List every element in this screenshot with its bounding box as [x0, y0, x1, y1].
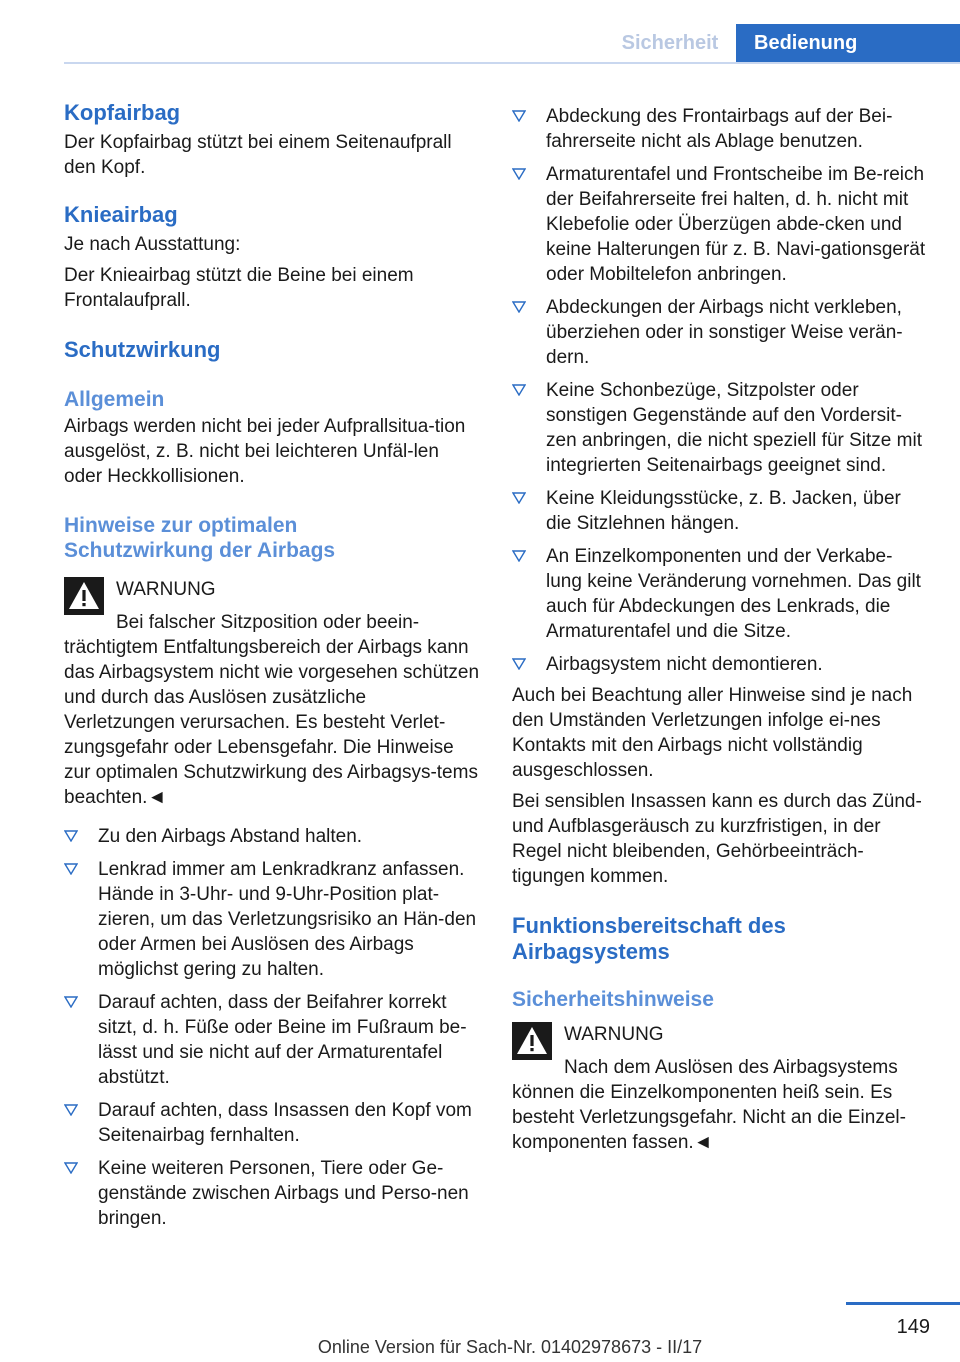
text-paragraph-2: Bei sensiblen Insassen kann es durch das Zünd- und Aufblasgeräusch zu kurzfristigen, in der Regel nicht bleibenden, Gehörbeeinträch‐tigungen kommen.: [512, 791, 922, 887]
list-item-text: Keine weiteren Personen, Tiere oder Ge‐genstände zwischen Airbags und Perso‐nen bringen.: [98, 1158, 469, 1229]
warning-title-right: WARNUNG: [564, 1024, 664, 1045]
warning-box-left: [64, 577, 480, 810]
list-item: [512, 104, 926, 154]
warning-text-right: Nach dem Auslösen des Airbagsystems können die Einzelkomponenten heiß sein. Es besteht Verletzungsgefahr. Nicht an die Einzel‐komponenten fassen.◄: [512, 1057, 906, 1153]
list-right: [512, 104, 926, 677]
bullet-triangle-icon: [512, 301, 526, 313]
bullet-triangle-icon: [512, 384, 526, 396]
list-item-text: Abdeckungen der Airbags nicht verkleben, überziehen oder in sonstiger Weise verän‐dern.: [546, 297, 903, 368]
list-item: [64, 1098, 480, 1148]
heading-hinweise-line-2: Schutzwirkung der Airbags: [64, 539, 336, 562]
list-item: [512, 486, 926, 536]
list-item: [64, 857, 480, 982]
header-divider: [64, 62, 960, 64]
warning-box-right: [512, 1022, 926, 1155]
bullet-triangle-icon: [512, 168, 526, 180]
bullet-triangle-icon: [64, 863, 78, 875]
list-item-text: Zu den Airbags Abstand halten.: [98, 826, 363, 847]
bullet-triangle-icon: [512, 492, 526, 504]
list-item-text: Keine Schonbezüge, Sitzpolster oder sonstigen Gegenstände auf den Vordersit‐zen anbringen, die nicht speziell für Sitze mit integrierten Seitenairbags geeignet sind.: [546, 380, 922, 476]
right-column: [512, 100, 926, 1155]
bullet-triangle-icon: [64, 996, 78, 1008]
heading-schutzwirkung: Schutzwirkung: [64, 337, 221, 362]
list-item: [64, 1156, 480, 1231]
header-tab-bedienung: Bedienung: [736, 24, 960, 62]
text-kopfairbag: Der Kopfairbag stützt bei einem Seitenaufprall den Kopf.: [64, 132, 452, 178]
text-paragraph-1: Auch bei Beachtung aller Hinweise sind je nach den Umständen Verletzungen infolge ei‐nes Kontakts mit den Airbags nicht vollständig ausgeschlossen.: [512, 685, 913, 781]
list-item: [512, 652, 926, 677]
list-item-text: Darauf achten, dass der Beifahrer korrekt sitzt, d. h. Füße oder Beine im Fußraum be‐lässt und sie nicht auf der Armaturentafel abstützt.: [98, 992, 467, 1088]
warning-icon: [64, 577, 104, 615]
page-number: 149: [896, 1316, 930, 1338]
list-item-text: Airbagsystem nicht demontieren.: [546, 654, 823, 675]
warning-title-left: WARNUNG: [116, 579, 216, 600]
list-item: [512, 378, 926, 478]
list-item: [512, 295, 926, 370]
list-item-text: Armaturentafel und Frontscheibe im Be‐reich der Beifahrerseite frei halten, d. h. nicht mit Klebefolie oder Überzügen abde‐cken und keine Halterungen für z. B. Navi‐gationsgerät oder Mobiltelefon anbringen.: [546, 164, 926, 285]
list-item-text: Darauf achten, dass Insassen den Kopf vom Seitenairbag fernhalten.: [98, 1100, 472, 1146]
list-item-text: An Einzelkomponenten und der Verkabe‐lung keine Veränderung vornehmen. Das gilt auch für Abdeckungen des Lenkrads, die Armaturentafel und die Sitze.: [546, 546, 921, 642]
heading-sicherheitshinweise: Sicherheitshinweise: [512, 988, 714, 1011]
heading-knieairbag: Knieairbag: [64, 202, 178, 227]
left-column: [64, 100, 480, 1231]
heading-funktionsbereitschaft-line-2: Airbagsystems: [512, 939, 670, 964]
bullet-triangle-icon: [512, 658, 526, 670]
bullet-triangle-icon: [512, 110, 526, 122]
footer-accent-line: [846, 1302, 960, 1305]
bullet-triangle-icon: [64, 1162, 78, 1174]
list-item: [64, 990, 480, 1090]
list-item: [512, 162, 926, 287]
text-knieairbag-1: Je nach Ausstattung:: [64, 234, 241, 255]
footer-online-version: Online Version für Sach-Nr. 01402978673 - II/17: [317, 1337, 703, 1357]
heading-funktionsbereitschaft-line-1: Funktionsbereitschaft des: [512, 913, 786, 938]
list-item: [64, 824, 480, 849]
list-item-text: Lenkrad immer am Lenkradkranz anfassen. Hände in 3-Uhr- und 9-Uhr-Position plat‐zieren, um das Verletzungsrisiko an Hän‐den oder Armen bei Auslösen des Airbags möglichst gering zu halten.: [98, 859, 477, 980]
bullet-triangle-icon: [512, 550, 526, 562]
heading-hinweise: [64, 513, 480, 563]
list-item-text: Abdeckung des Frontairbags auf der Bei‐fahrerseite nicht als Ablage benutzen.: [546, 106, 893, 152]
heading-kopfairbag: Kopfairbag: [64, 100, 181, 125]
warning-text-left: Bei falscher Sitzposition oder beein‐trächtigtem Entfaltungsbereich der Airbags kann das Airbagsystem nicht wie vorgesehen schützen und durch das Auslösen zusätzliche Verletzungen verursachen. Es besteht Verlet‐zungsgefahr oder Lebensgefahr. Die Hinweise zur optimalen Schutzwirkung des Airbagsys‐tems beachten.◄: [64, 612, 480, 808]
list-item-text: Keine Kleidungsstücke, z. B. Jacken, über die Sitzlehnen hängen.: [546, 488, 901, 534]
heading-funktionsbereitschaft: [512, 913, 926, 965]
list-item: [512, 544, 926, 644]
bullet-triangle-icon: [64, 830, 78, 842]
text-allgemein: Airbags werden nicht bei jeder Aufprallsitua‐tion ausgelöst, z. B. nicht bei leichteren Unfäl‐len oder Heckkollisionen.: [64, 416, 466, 487]
warning-icon: [512, 1022, 552, 1060]
list-left: [64, 824, 480, 1231]
header-tab-sicherheit: Sicherheit: [621, 31, 719, 54]
text-knieairbag-2: Der Knieairbag stützt die Beine bei einem Frontalaufprall.: [64, 265, 414, 311]
heading-hinweise-line-1: Hinweise zur optimalen: [64, 514, 298, 537]
heading-allgemein: Allgemein: [64, 388, 165, 411]
bullet-triangle-icon: [64, 1104, 78, 1116]
